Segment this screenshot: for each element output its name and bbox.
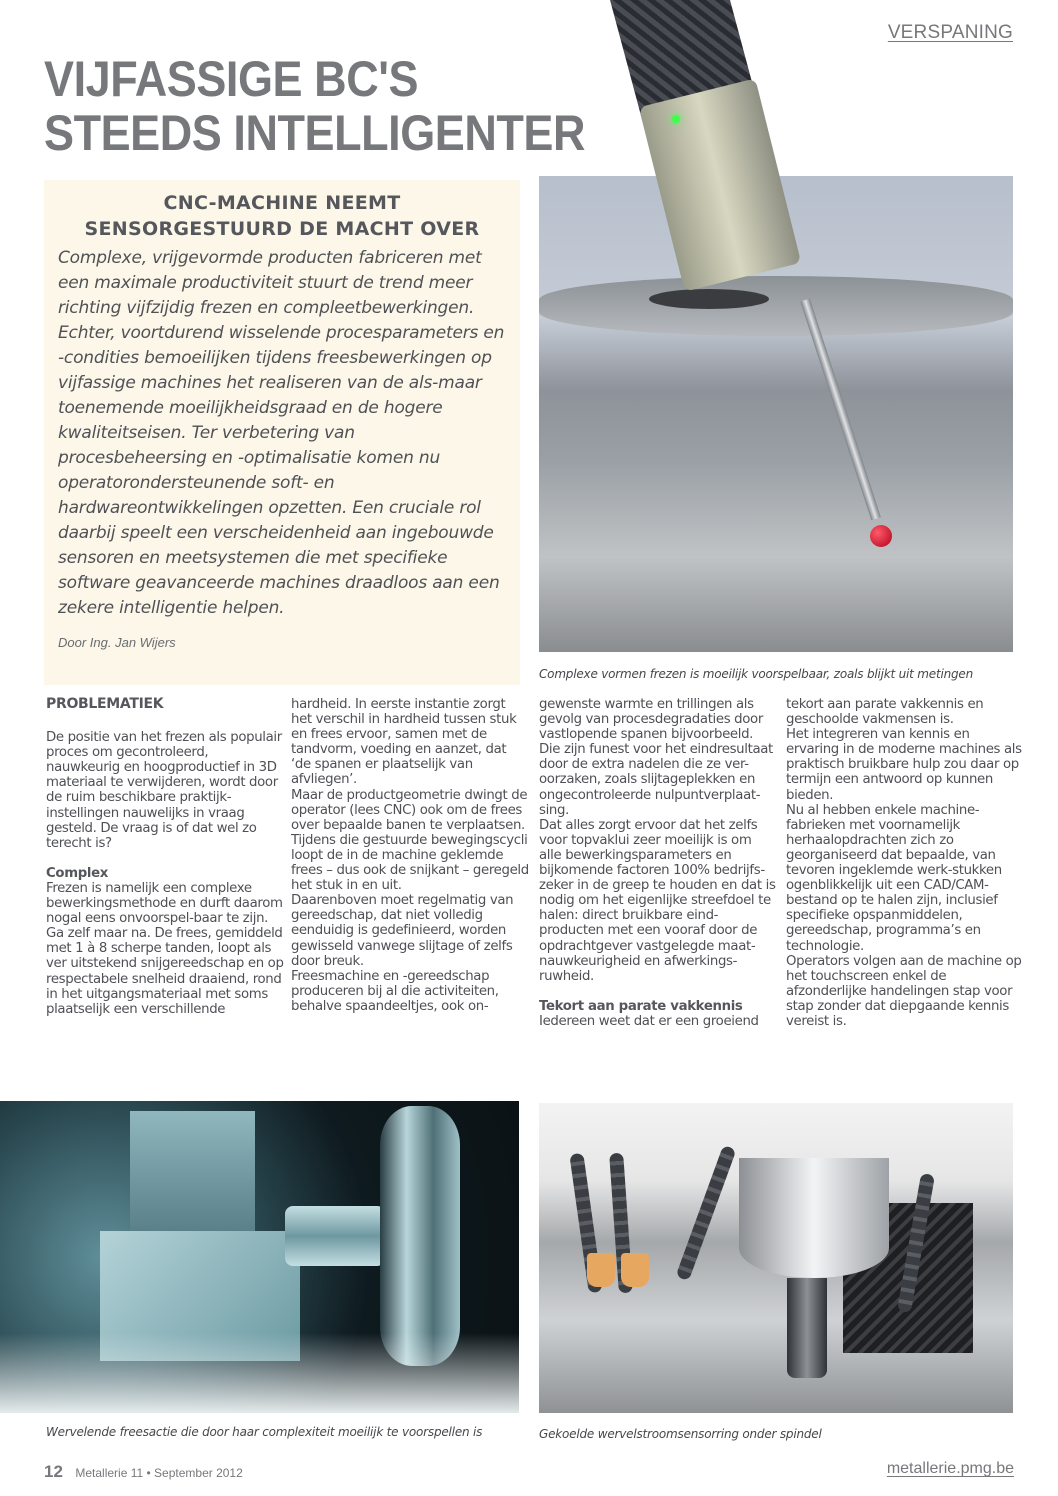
sensor-ring-housing-shape: [739, 1158, 889, 1278]
gear-hole-shape: [649, 289, 769, 309]
paragraph: gewenste warmte en trillingen als gevolg van procesdegradaties door vastlopende spanen bijvoorbeeld. Die zijn funest voor het eindresultaat door de extra nadelen die ze ver-oorzaken, zoals slijtageplekken en ongecontroleerde nulpuntverplaat-sing.: [539, 697, 773, 818]
paragraph: Frezen is namelijk een complexe bewerkingsmethode en durft daarom nogal eens onvoorspel-baar te zijn. Ga zelf maar na. De frees, gemiddeld met 1 à 8 scherpe tanden, loopt als ver uitstekend snijgereedschap en op respectabele snelheid draaiend, rond in het uitgangsmateriaal met soms plaatselijk een verschillende: [46, 880, 284, 1017]
heading-problematiek: PROBLEMATIEK: [46, 696, 164, 712]
coolant-nozzle-icon: [587, 1253, 615, 1287]
byline: Door Ing. Jan Wijers: [58, 635, 176, 650]
page-title: [44, 52, 585, 160]
paragraph: Dat alles zorgt ervoor dat het zelfs voor topvaklui zeer moeilijk is om alle bewerkingsparameters en bijkomende factoren 100% bedrijfs-zeker in de greep te houden en dat is nodig om het eigenlijke streefdoel te halen: direct bruikbare eind-producten met een vooraf door de opdrachtgever vastgelegde maat-nauwkeurigheid en afwerkings-ruwheid.: [539, 817, 776, 984]
paragraph: hardheid. In eerste instantie zorgt het verschil in hardheid tussen stuk en frees ervoor, samen met de tandvorm, voeding en aanzet, dat ‘de spanen er plaatselijk van afvliegen’.: [291, 697, 517, 788]
footer-issue-info: [44, 1462, 243, 1482]
milling-chips-photo: [0, 1101, 519, 1413]
probe-ruby-ball-icon: [870, 525, 892, 547]
subheading-complex: Complex: [46, 865, 108, 881]
paragraph: Daarenboven moet regelmatig van gereedschap, dat niet volledig eenduidig is gedefinieerd, worden gewisseld vanwege slijtage of zelfs door breuk.: [291, 893, 514, 969]
intro-lead: Complexe, vrijgevormde producten fabriceren met een maximale productiviteit stuurt de trend meer richting vijfzijdig frezen en compleetbewerkingen. Echter, voortdurend wisselende procesparameters en -condities bemoeilijken tijdens freesbewerkingen op vijfassige machines het realiseren van de als-maar toenemende moeilijkheidsgraad en de hogere kwaliteitseisen. Ter verbetering van procesbeheersing en -optimalisatie komen nu operatorondersteunende soft- en hardwareontwikkelingen opzetten. Een cruciale rol daarbij speelt een verscheidenheid aan ingebouwde sensoren en meetsystemen die met specifieke software geavanceerde machines draadloos aan een zekere intelligentie helpen.: [58, 248, 505, 618]
intro-subtitle-line-2: SENSORGESTUURD DE MACHT OVER: [84, 218, 480, 240]
issue-label: Metallerie 11 • September 2012: [75, 1466, 243, 1480]
probe-photo-caption: Complexe vormen frezen is moeilijk voorspelbaar, zoals blijkt uit metingen: [539, 667, 974, 681]
chuck-shape: [380, 1106, 460, 1366]
article-column-4: [786, 697, 1026, 1029]
spindle-photo: [539, 1103, 1013, 1413]
paragraph: Nu al hebben enkele machine-fabrieken met voornamelijk herhaalopdrachten zich zo georganiseerd dat bepaalde, van tevoren ingeklemde werk-stukken ogenblikkelijk uit een CAD/CAM-bestand op te halen zijn, inclusief specifieke opspanmiddelen, gereedschap, programma’s en technologie.: [786, 802, 1002, 954]
gear-ring-shape: [539, 276, 1013, 336]
article-column-1: [46, 697, 284, 1017]
intro-subtitle: [58, 190, 506, 242]
tool-holder-shape: [787, 1278, 827, 1378]
intro-subtitle-line-1: CNC-MACHINE NEEMT: [163, 192, 401, 214]
milling-cutter-shape: [285, 1206, 385, 1266]
subheading-tekort: Tekort aan parate vakkennis: [539, 998, 743, 1014]
coolant-hose-icon: [675, 1145, 736, 1281]
chips-photo-caption: Wervelende freesactie die door haar complexiteit moeilijk te voorspellen is: [46, 1425, 483, 1439]
title-line-2: STEEDS INTELLIGENTER: [44, 105, 586, 161]
probe-led-icon: [672, 115, 680, 123]
title-line-1: VIJFASSIGE BC'S: [44, 51, 419, 107]
paragraph: Maar de productgeometrie dwingt de operator (lees CNC) ook om de frees over bepaalde banen te verplaatsen. Tijdens die gestuurde bewegingscycli loopt de in de machine geklemde frees – dus ook de snijkant – geregeld het stuk in en uit.: [291, 787, 529, 894]
workpiece-upper-shape: [130, 1111, 255, 1231]
article-column-3: [539, 697, 777, 1029]
paragraph: Iedereen weet dat er een groeiend: [539, 1013, 759, 1029]
paragraph: tekort aan parate vakkennis en geschoolde vakmensen is.: [786, 697, 984, 728]
spindle-photo-caption: Gekoelde wervelstroomsensorring onder spindel: [539, 1427, 822, 1441]
paragraph: Het integreren van kennis en ervaring in de moderne machines als praktisch bruikbare hulp zou daar op termijn een antwoord op kunnen bieden.: [786, 727, 1022, 803]
section-label: VERSPANING: [887, 22, 1013, 43]
website-link[interactable]: metallerie.pmg.be: [886, 1460, 1014, 1477]
paragraph: Operators volgen aan de machine op het touchscreen enkel de afzonderlijke handelingen stap voor stap zonder dat diepgaande kennis vereist is.: [786, 953, 1022, 1029]
article-column-2: [291, 697, 529, 1014]
page-number: 12: [44, 1462, 63, 1481]
intro-box: [44, 180, 520, 685]
paragraph: Freesmachine en -gereedschap produceren bij al die activiteiten, behalve spaandeeltjes, ook on-: [291, 968, 499, 1014]
paragraph: De positie van het frezen als populair proces om gecontroleerd, nauwkeurig en hoogproductief in 3D materiaal te verwijderen, wordt door de ruim beschikbare praktijk-instellingen nauwelijks in vraag gesteld. De vraag is of dat wel zo terecht is?: [46, 730, 282, 851]
coolant-nozzle-icon: [621, 1253, 649, 1287]
